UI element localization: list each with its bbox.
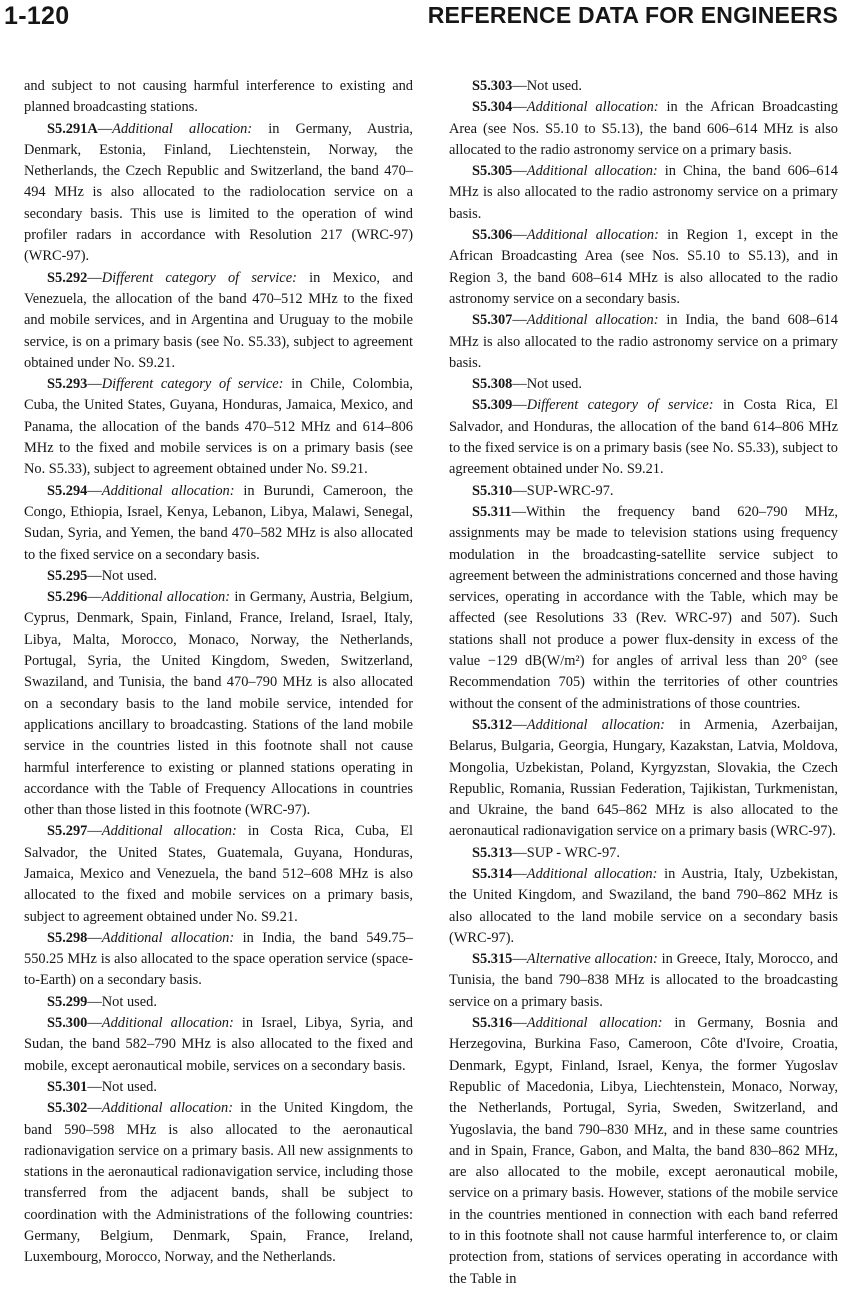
allocation-category: Alternative allocation:: [526, 951, 658, 968]
footnote-text: Within the frequency band 620–790 MHz, assignments may be made to television stations using frequency modulation in the broadcasting-satellite service subject to agreement between the administrations concerned and those having services, operating in accordance with the Table, which may be affected (see Resolutions 33 (Rev. WRC-97) and 507). Such stations shall not produce a power flux-density in excess of the value −129 dB(W/m²) for angles of arrival less than 20° (see Recommendation 705) within the territories of other countries without the consent of the administrations of those countries.: [449, 503, 838, 712]
footnote-s5-298: S5.298—Additional allocation: in India, the band 549.75–550.25 MHz is also allocated to the space operation service (space-to-Earth) on a secondary basis.: [24, 929, 414, 989]
allocation-category: Additional allocation:: [101, 482, 235, 499]
footnote-s5-302: S5.302—Additional allocation: in the United Kingdom, the band 590–598 MHz is also allocated to the aeronautical radionavigation service on a primary basis. All new assignments to stations in the aeronautical radionavigation service, including those transferred from the adjacent bands, shall be subject to coordination with the Administrations of the following countries: Germany, Belgium, Denmark, Spain, France, Ireland, Luxembourg, Morocco, Norway, and the Netherlands.: [24, 1100, 413, 1266]
footnote-number: S5.313: [472, 844, 513, 861]
footnote-text: in Armenia, Azerbaijan, Belarus, Bulgaria, Georgia, Hungary, Kazakstan, Latvia, Moldova, Mongolia, Uzbekistan, Poland, Kyrgyzstan, Slovakia, the Czech Republic, Romania, Russian Federation, Tajikistan, Turkmenistan, and Ukraine, the band 645–862 MHz is also allocated to the aeronautical radionavigation service on a primary basis (WRC-97).: [449, 716, 838, 840]
footnote-number: S5.309: [472, 397, 513, 414]
footnote-s5-305: S5.305—Additional allocation: in China, the band 606–614 MHz is also allocated to the radio astronomy service on a primary basis.: [449, 163, 838, 222]
footnote-s5-301: S5.301—Not used.: [47, 1078, 157, 1095]
right-column: [449, 76, 838, 1290]
footnote-number: S5.297: [47, 823, 88, 840]
footnote-s5-299: S5.299—Not used.: [47, 993, 157, 1010]
allocation-category: Additional allocation:: [101, 1100, 233, 1117]
footnote-s5-309: S5.309—Different category of service: in Costa Rica, El Salvador, and Honduras, the allocation of the band 614–806 MHz to the fixed service is on a primary basis (see No. S5.33), subject to agreement obtained under No. S9.21.: [449, 397, 838, 478]
footnote-number: S5.293: [47, 376, 88, 393]
footnote-number: S5.292: [47, 269, 88, 286]
page-header: [0, 0, 846, 36]
footnote-text: in Mexico, and Venezuela, the allocation of the band 470–512 MHz to the fixed and mobile services, and in Argentina and Uruguay to the mobile service, is on a primary basis (see No. S5.33), subject to agreement obtained under No. S9.21.: [24, 269, 413, 371]
allocation-category: Additional allocation:: [526, 99, 659, 116]
footnote-s5-296: S5.296—Additional allocation: in Germany, Austria, Belgium, Cyprus, Denmark, Spain, Finland, France, Ireland, Israel, Italy, Libya, Malta, Morocco, Monaco, Norway, the Netherlands, Portugal, Syria, the United Kingdom, Sweden, Switzerland, Swaziland, and Tunisia, the band 470–790 MHz is also allocated on a secondary basis to the land mobile service, intended for applications ancillary to broadcasting. Stations of the land mobile service in the countries listed in this footnote shall not cause harmful interference to existing or planned stations operating in accordance with the Table of Frequency Allocations in countries other than those listed in this footnote (WRC-97).: [24, 589, 413, 819]
footnote-text: in Israel, Libya, Syria, and Sudan, the band 582–790 MHz is also allocated to the fixed and mobile, except aeronautical mobile, services on a secondary basis.: [24, 1015, 413, 1074]
footnote-text: Not used.: [526, 376, 582, 393]
footnote-s5-311: S5.311—Within the frequency band 620–790 MHz, assignments may be made to television stations using frequency modulation in the broadcasting-satellite service subject to agreement between the administrations concerned and those having services, operating in accordance with the Table, which may be affected (see Resolutions 33 (Rev. WRC-97) and 507). Such stations shall not produce a power flux-density in excess of the value −129 dB(W/m²) for angles of arrival less than 20° (see Recommendation 705) within the territories of other countries without the consent of the administrations of those countries.: [449, 503, 838, 712]
footnote-number: S5.314: [472, 865, 513, 882]
footnote-s5-316: S5.316—Additional allocation: in Germany, Bosnia and Herzegovina, Burkina Faso, Cameroon, Côte d'Ivoire, Croatia, Denmark, Egypt, Finland, Israel, Kenya, the former Yugoslav Republic of Macedonia, Libya, Liechtenstein, Monaco, Norway, the Netherlands, Portugal, Syria, Sweden, Switzerland, and Yugoslavia, the band 790–830 MHz, and in these same countries and in Spain, France, Gabon, and Malta, the band 830–862 MHz, are also allocated to the mobile, except aeronautical mobile, service on a primary basis. However, stations of the mobile service in the countries mentioned in connection with each band referred to in this footnote shall not cause harmful interference to, or claim protection from, stations of services operating in accordance with the Table in: [449, 1015, 838, 1287]
footnote-s5-315: S5.315—Alternative allocation: in Greece, Italy, Morocco, and Tunisia, the band 790–838 MHz is allocated to the broadcasting service on a primary basis.: [449, 951, 839, 1010]
footnote-text: in Germany, Bosnia and Herzegovina, Burkina Faso, Cameroon, Côte d'Ivoire, Croatia, Denmark, Egypt, Finland, Israel, Kenya, the former Yugoslav Republic of Macedonia, Libya, Liechtenstein, Monaco, Norway, the Netherlands, Portugal, Syria, Sweden, Switzerland, and Yugoslavia, the band 790–830 MHz, and in these same countries and in Spain, France, Gabon, and Malta, the band 830–862 MHz, are also allocated to the mobile, except aeronautical mobile, service on a primary basis. However, stations of the mobile service in the countries mentioned in connection with each band referred to in this footnote shall not cause harmful interference to, or claim protection from, stations of services operating in accordance with the Table in: [449, 1015, 838, 1287]
footnote-number: S5.296: [47, 589, 88, 606]
footnote-text: in India, the band 608–614 MHz is also allocated to the radio astronomy service on a primary basis.: [449, 312, 838, 371]
footnote-text: SUP - WRC-97.: [526, 844, 620, 861]
footnote-text: in Germany, Austria, Belgium, Cyprus, Denmark, Spain, Finland, France, Ireland, Israel, Italy, Libya, Malta, Morocco, Monaco, Norway, the Netherlands, Portugal, Syria, the United Kingdom, Sweden, Switzerland, Swaziland, and Tunisia, the band 470–790 MHz is also allocated on a secondary basis to the land mobile service, intended for applications ancillary to broadcasting. Stations of the land mobile service in the countries listed in this footnote shall not cause harmful interference to existing or planned stations operating in accordance with the Table of Frequency Allocations in countries other than those listed in this footnote (WRC-97).: [24, 589, 413, 819]
page-number: 1-120: [4, 2, 70, 30]
footnote-s5-294: S5.294—Additional allocation: in Burundi, Cameroon, the Congo, Ethiopia, Israel, Kenya, Lebanon, Libya, Malawi, Senegal, Sudan, Syria, and Yemen, the band 470–582 MHz is also allocated to the fixed service on a secondary basis.: [24, 482, 413, 563]
footnote-s5-292: S5.292—Different category of service: in Mexico, and Venezuela, the allocation of the band 470–512 MHz to the fixed and mobile services, and in Argentina and Uruguay to the mobile service, is on a primary basis (see No. S5.33), subject to agreement obtained under No. S9.21.: [24, 269, 413, 371]
footnote-text: in the United Kingdom, the band 590–598 MHz is also allocated to the aeronautical radionavigation service on a primary basis. All new assignments to stations in the aeronautical radionavigation service, including those transferred from the adjacent bands, shall be subject to coordination with the Administrations of the following countries: Germany, Belgium, Denmark, Spain, France, Ireland, Luxembourg, Morocco, Norway, and the Netherlands.: [24, 1100, 413, 1266]
footnote-text: in Costa Rica, El Salvador, and Honduras, the allocation of the band 614–806 MHz to the fixed service is on a primary basis (see No. S5.33), subject to agreement obtained under No. S9.21.: [449, 397, 838, 478]
footnote-s5-293: S5.293—Different category of service: in Chile, Colombia, Cuba, the United States, Guyana, Honduras, Jamaica, Mexico, and Panama, the allocation of the bands 470–512 MHz and 614–806 MHz to the fixed and mobile services is on a primary basis (see No. S5.33), subject to agreement obtained under No. S9.21.: [24, 376, 414, 478]
footnote-s5-314: S5.314—Additional allocation: in Austria, Italy, Uzbekistan, the United Kingdom, and Swaziland, the band 790–862 MHz is also allocated to the land mobile service on a secondary basis (WRC-97).: [449, 865, 838, 946]
footnote-text: in Greece, Italy, Morocco, and Tunisia, the band 790–838 MHz is allocated to the broadcasting service on a primary basis.: [449, 951, 839, 1010]
footnote-number: S5.298: [47, 929, 88, 946]
allocation-category: Additional allocation:: [526, 865, 658, 882]
footnote-number: S5.300: [47, 1015, 88, 1032]
footnote-s5-291a: S5.291A—Additional allocation: in Germany, Austria, Denmark, Estonia, Finland, Liechtenstein, Norway, the Netherlands, the Czech Republic and Switzerland, the band 470–494 MHz is also allocated to the radiolocation service on a secondary basis. This use is limited to the operation of wind profiler radars in accordance with Resolution 217 (WRC-97) (WRC-97).: [24, 120, 413, 265]
footnote-text: Not used.: [526, 78, 582, 94]
allocation-category: Different category of service:: [101, 376, 284, 393]
continuation-paragraph: [24, 76, 413, 119]
footnote-number: S5.312: [472, 716, 513, 733]
footnote-text: in Region 1, except in the African Broadcasting Area (see Nos. S5.10 to S5.13), and in Region 3, the band 608–614 MHz is also allocated to the radio astronomy service on a secondary basis.: [449, 227, 839, 307]
footnote-s5-313: S5.313—SUP - WRC-97.: [472, 844, 620, 861]
footnote-text: SUP-WRC-97.: [526, 482, 614, 499]
footnote-text: in the African Broadcasting Area (see Nos. S5.10 to S5.13), the band 606–614 MHz is also allocated to the radio astronomy service on a primary basis.: [449, 99, 838, 158]
allocation-category: Additional allocation:: [112, 120, 253, 137]
allocation-category: Additional allocation:: [526, 1015, 663, 1032]
running-title: REFERENCE DATA FOR ENGINEERS: [427, 2, 838, 28]
footnote-text: and subject to not causing harmful interference to existing and planned broadcasting stations.: [24, 78, 413, 116]
footnote-text: Not used.: [101, 1078, 157, 1095]
footnote-s5-304: S5.304—Additional allocation: in the African Broadcasting Area (see Nos. S5.10 to S5.13), the band 606–614 MHz is also allocated to the radio astronomy service on a primary basis.: [449, 99, 838, 158]
footnote-number: S5.306: [472, 227, 513, 244]
footnote-number: S5.299: [47, 993, 88, 1010]
allocation-category: Additional allocation:: [101, 589, 231, 606]
footnote-number: S5.305: [472, 163, 513, 180]
footnote-s5-300: S5.300—Additional allocation: in Israel, Libya, Syria, and Sudan, the band 582–790 MHz is also allocated to the fixed and mobile, except aeronautical mobile, services on a secondary basis.: [24, 1015, 413, 1074]
footnote-s5-307: S5.307—Additional allocation: in India, the band 608–614 MHz is also allocated to the radio astronomy service on a primary basis.: [449, 312, 838, 371]
footnote-number: S5.311: [472, 503, 512, 520]
footnote-text: in India, the band 549.75–550.25 MHz is also allocated to the space operation service (space-to-Earth) on a secondary basis.: [24, 929, 414, 989]
footnote-text: in Germany, Austria, Denmark, Estonia, Finland, Liechtenstein, Norway, the Netherlands, the Czech Republic and Switzerland, the band 470–494 MHz is also allocated to the radiolocation service on a secondary basis. This use is limited to the operation of wind profiler radars in accordance with Resolution 217 (WRC-97) (WRC-97).: [24, 120, 413, 265]
footnote-s5-295: S5.295—Not used.: [47, 567, 157, 584]
footnote-number: S5.295: [47, 567, 88, 584]
footnote-s5-297: S5.297—Additional allocation: in Costa Rica, Cuba, El Salvador, the United States, Guatemala, Guyana, Honduras, Jamaica, Mexico and Venezuela, the band 512–608 MHz is also allocated to the fixed and mobile services on a primary basis, subject to agreement obtained under No. S9.21.: [24, 823, 413, 925]
footnote-text: in Austria, Italy, Uzbekistan, the United Kingdom, and Swaziland, the band 790–862 MHz is also allocated to the land mobile service on a secondary basis (WRC-97).: [449, 865, 838, 946]
allocation-category: Different category of service:: [101, 269, 297, 286]
footnote-text: Not used.: [101, 993, 157, 1010]
allocation-category: Additional allocation:: [526, 163, 658, 180]
footnote-number: S5.316: [472, 1015, 513, 1032]
footnote-number: S5.304: [472, 99, 513, 116]
footnote-s5-308: S5.308—Not used.: [472, 376, 582, 393]
footnote-s5-310: S5.310—SUP-WRC-97.: [472, 482, 614, 499]
footnote-s5-306: S5.306—Additional allocation: in Region 1, except in the African Broadcasting Area (see Nos. S5.10 to S5.13), and in Region 3, the band 608–614 MHz is also allocated to the radio astronomy service on a secondary basis.: [449, 227, 839, 307]
left-column: [24, 76, 413, 1269]
footnote-text: in Chile, Colombia, Cuba, the United States, Guyana, Honduras, Jamaica, Mexico, and Panama, the allocation of the bands 470–512 MHz and 614–806 MHz to the fixed and mobile services is on a primary basis (see No. S5.33), subject to agreement obtained under No. S9.21.: [24, 376, 414, 478]
footnote-number: S5.307: [472, 312, 513, 329]
footnote-s5-303: S5.303—Not used.: [472, 78, 582, 94]
footnote-number: S5.303: [472, 78, 513, 94]
footnote-number: S5.302: [47, 1100, 88, 1117]
allocation-category: Additional allocation:: [526, 312, 659, 329]
footnote-number: S5.315: [472, 951, 513, 968]
footnote-number: S5.310: [472, 482, 513, 499]
allocation-category: Additional allocation:: [101, 929, 235, 946]
footnote-text: in Burundi, Cameroon, the Congo, Ethiopia, Israel, Kenya, Lebanon, Libya, Malawi, Senegal, Sudan, Syria, and Yemen, the band 470–582 MHz is also allocated to the fixed service on a secondary basis.: [24, 482, 413, 563]
footnote-number: S5.301: [47, 1078, 88, 1095]
footnote-text: Not used.: [101, 567, 157, 584]
footnote-s5-312: S5.312—Additional allocation: in Armenia, Azerbaijan, Belarus, Bulgaria, Georgia, Hungary, Kazakstan, Latvia, Moldova, Mongolia, Uzbekistan, Poland, Kyrgyzstan, Slovakia, the Czech Republic, Romania, Russian Federation, Tajikistan, Turkmenistan, and Ukraine, the band 645–862 MHz is also allocated to the aeronautical radionavigation service on a primary basis (WRC-97).: [449, 716, 838, 840]
footnote-number: S5.308: [472, 376, 513, 393]
footnote-number: S5.294: [47, 482, 88, 499]
allocation-category: Different category of service:: [526, 397, 714, 414]
allocation-category: Additional allocation:: [101, 823, 237, 840]
allocation-category: Additional allocation:: [526, 716, 665, 733]
footnote-text: in China, the band 606–614 MHz is also allocated to the radio astronomy service on a primary basis.: [449, 163, 838, 222]
footnote-text: in Costa Rica, Cuba, El Salvador, the United States, Guatemala, Guyana, Honduras, Jamaica, Mexico and Venezuela, the band 512–608 MHz is also allocated to the fixed and mobile services on a primary basis, subject to agreement obtained under No. S9.21.: [24, 823, 413, 925]
allocation-category: Additional allocation:: [101, 1015, 234, 1032]
allocation-category: Additional allocation:: [526, 227, 659, 244]
footnote-number: S5.291A: [47, 120, 98, 137]
